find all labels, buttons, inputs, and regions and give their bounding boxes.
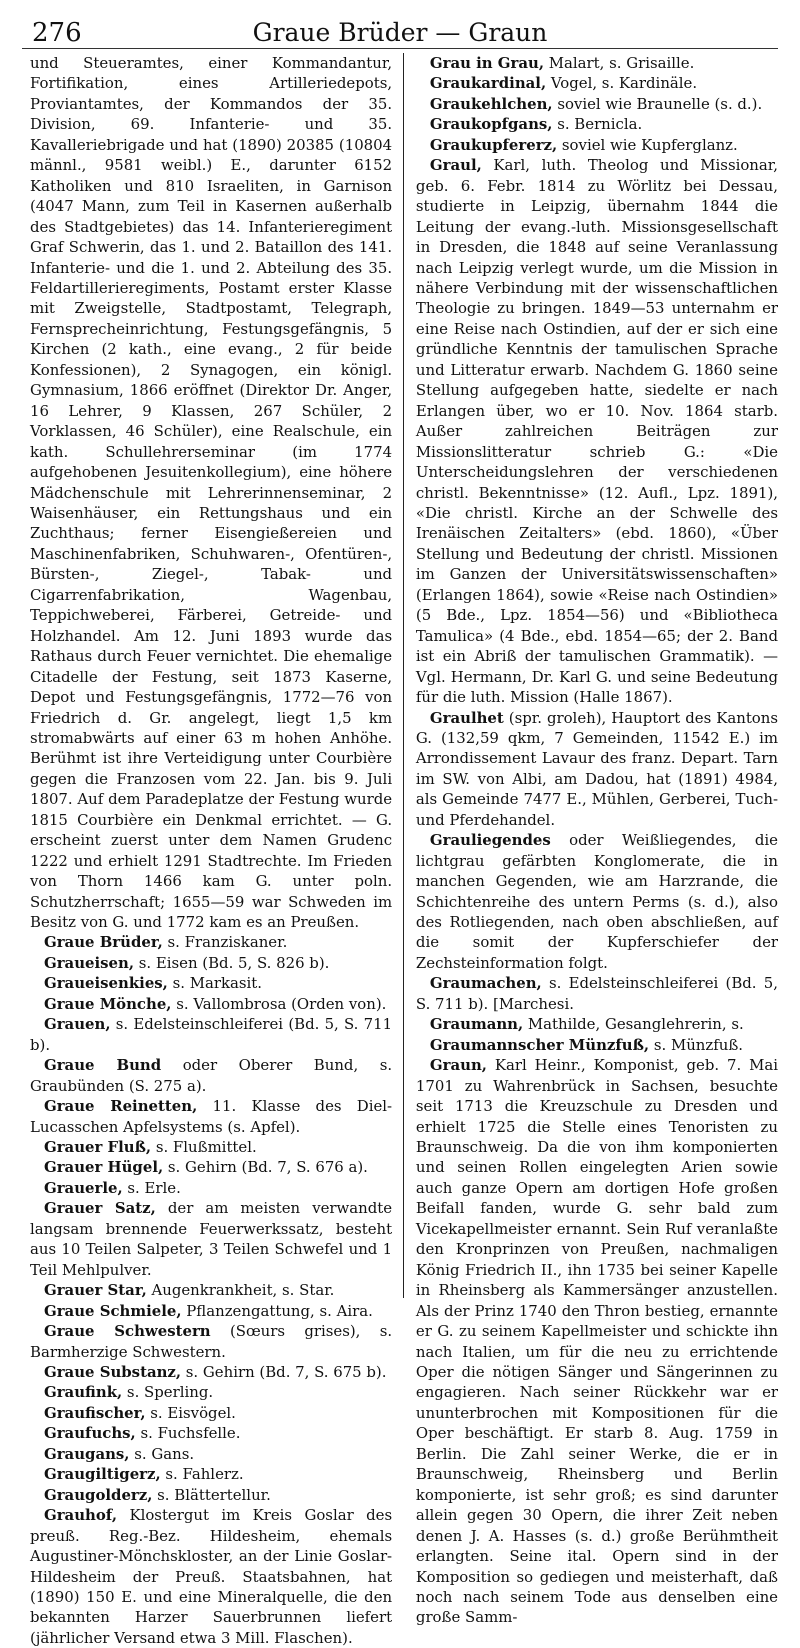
entry-text: oder Weißliegendes, die lichtgrau gefärbten Konglomerate, die in manchen Gegenden, wie am Harzrande, die Schichtenreihe des untern Perms (s. d.), also des Rotliegenden, nach oben abschließen, auf die somit der Kupferschiefer der Zechsteinformation folgt. — [415, 831, 778, 972]
dictionary-entry — [30, 1157, 392, 1177]
entry-text: (spr. groleh), Hauptort des Kantons G. (132,59 qkm, 7 Gemeinden, 11542 E.) im Arrondissement Lavaur des franz. Depart. Tarn im SW. von Albi, am Dadou, hat (1891) 4984, als Gemeinde 7477 E., Mühlen, Gerberei, Tuch- und Pferdehandel. — [415, 708, 778, 829]
entry-text: s. Erle. — [122, 1178, 181, 1197]
entry-headword: Grauliegendes — [429, 831, 551, 850]
entry-headword: Graumachen, — [429, 974, 542, 993]
entry-text: Vogel, s. Kardinäle. — [546, 74, 698, 93]
dictionary-entry — [416, 114, 778, 134]
dictionary-entry — [416, 830, 778, 973]
dictionary-entry — [30, 1055, 392, 1096]
entry-headword: Graukardinal, — [429, 74, 547, 93]
entry-headword: Grauer Hügel, — [44, 1158, 164, 1177]
dictionary-entry — [416, 1055, 778, 1628]
entry-text: s. Fuchsfelle. — [135, 1424, 241, 1443]
dictionary-entry — [30, 1137, 392, 1157]
entry-headword: Graue Schwestern — [44, 1322, 211, 1341]
dictionary-entry — [416, 973, 778, 1014]
entry-headword: Graueisen, — [44, 953, 135, 972]
entry-text: s. Sperling. — [122, 1383, 214, 1402]
entry-headword: Grauer Star, — [44, 1281, 147, 1300]
dictionary-entry — [416, 135, 778, 155]
right-column — [415, 53, 778, 1627]
entry-text: Malart, s. Grisaille. — [544, 54, 695, 72]
entry-headword: Graumann, — [429, 1015, 524, 1034]
dictionary-entry — [30, 1280, 392, 1300]
entry-headword: Graukupfererz, — [429, 135, 558, 154]
entry-headword: Grauer Fluß, — [44, 1138, 152, 1157]
column-divider — [392, 53, 416, 1303]
entry-text: s. Münzfuß. — [649, 1035, 744, 1054]
dictionary-entry — [30, 1403, 392, 1423]
entry-text: soviel wie Braunelle (s. d.). — [552, 94, 763, 113]
entry-headword: Graun, — [429, 1056, 487, 1075]
entry-headword: Graue Schmiele, — [44, 1301, 182, 1320]
entry-text: 11. Klasse des Diel-Lucasschen Apfelsystems (s. Apfel). — [30, 1097, 393, 1136]
dictionary-entry — [30, 953, 392, 973]
entry-headword: Grauhof, — [44, 1506, 118, 1525]
entry-text: s. Vallombrosa (Orden von). — [171, 994, 387, 1013]
dictionary-entry — [30, 1362, 392, 1382]
entry-headword: Graulhet — [429, 708, 504, 727]
entry-text: s. Eisen (Bd. 5, S. 826 b). — [134, 953, 330, 972]
running-title: Graue Brüder — Graun — [252, 18, 548, 47]
entry-headword: Graueisenkies, — [44, 974, 168, 993]
entry-headword: Graufuchs, — [44, 1424, 136, 1443]
entry-headword: Grauerle, — [44, 1178, 123, 1197]
dictionary-entry — [30, 1178, 392, 1198]
entry-headword: Graufischer, — [44, 1403, 146, 1422]
entry-text: s. Fahlerz. — [160, 1465, 244, 1484]
entry-headword: Graul, — [429, 156, 482, 175]
entry-text: Karl Heinr., Komponist, geb. 7. Mai 1701 zu Wahrenbrück in Sachsen, besuchte seit 1713 die Kreuzschule zu Dresden und erhielt 1725 die Stelle eines Tenoristen zu Braunschweig. Da die von ihm komponierten und seinen Rollen eingelegten Arien sowie auch ganze Opern am dortigen Hofe großen Beifall fanden, wurde G. sehr bald zum Vicekapellmeister ernannt. Sein Ruf veranlaßte den Kronprinzen von Preußen, nachmaligen König Friedrich II., ihn 1735 bei seiner Kapelle in Rheinsberg als Kammersänger anzustellen. Als der Prinz 1740 den Thron bestieg, ernannte er G. zu seinem Kapellmeister und schickte ihn nach Italien, um für die neu zu errichtende Oper die nötigen Sänger und Sängerinnen zu engagieren. Nach seiner Rückkehr war er ununterbrochen mit Kompositionen für die Oper beschäftigt. Er starb 8. Aug. 1759 in Berlin. Die Zahl seiner Werke, die er in Braunschweig, Rheinsberg und Berlin komponierte, ist sehr groß; es sind darunter allein gegen 30 Opern, die ihrer Zeit neben denen J. A. Hasses (s. d.) große Berühmtheit erlangten. Seine ital. Opern sind in der Komposition so gediegen und meisterhaft, daß noch nach seinem Tode aus denselben eine große Samm- — [415, 1056, 778, 1627]
dictionary-entry — [30, 1198, 392, 1280]
entry-text: und Steueramtes, einer Kommandantur, Fortifikation, eines Artilleriedepots, Proviantamtes, der Kommandos der 35. Division, 69. Infanterie- und 35. Kavalleriebrigade und hat (1890) 20385 (10804 männl., 9581 weibl.) E., darunter 6152 Katholiken und 810 Israeliten, in Garnison (4047 Mann, zum Teil in Kasernen außerhalb des Stadtgebietes) das 14. Infanterieregiment Graf Schwerin, das 1. und 2. Bataillon des 141. Infanterie- und die 1. und 2. Abteilung des 35. Feldartillerieregiments, Postamt erster Klasse mit Zweigstelle, Stadtpostamt, Telegraph, Fernsprecheinrichtung, Festungsgefängnis, 5 Kirchen (2 kath., eine evang., 2 für beide Konfessionen), 2 Synagogen, ein königl. Gymnasium, 1866 eröffnet (Direktor Dr. Anger, 16 Lehrer, 9 Klassen, 267 Schüler, 2 Vorklassen, 46 Schüler), eine Realschule, ein kath. Schullehrerseminar (im 1774 aufgehobenen Jesuitenkollegium), eine höhere Mädchenschule mit Lehrerinnenseminar, 2 Waisenhäuser, ein Rettungshaus und ein Zuchthaus; ferner Eisengießereien und Maschinenfabriken, Schuhwaren-, Ofentüren-, Bürsten-, Ziegel-, Tabak- und Cigarrenfabrikation, Wagenbau, Teppichweberei, Färberei, Getreide- und Holzhandel. Am 12. Juni 1893 wurde das Rathaus durch Feuer vernichtet. Die ehemalige Citadelle der Festung, seit 1873 Kaserne, Depot und Festungsgefängnis, 1772—76 von Friedrich d. Gr. angelegt, liegt 1,5 km stromabwärts auf einer 63 m hohen Anhöhe. Berühmt ist ihre Verteidigung unter Courbière gegen die Franzosen vom 22. Jan. bis 9. Juli 1807. Auf dem Paradeplatze der Festung wurde 1815 Courbière ein Denkmal errichtet. — G. erscheint zuerst unter dem Namen Grudenc 1222 und erhielt 1291 Stadtrechte. Im Frieden von Thorn 1466 kam G. unter poln. Schutzherrschaft; 1655—59 war Schweden im Besitz von G. und 1772 kam es an Preußen. — [30, 54, 393, 932]
entry-headword: Graufink, — [44, 1383, 123, 1402]
left-column — [30, 53, 393, 1647]
dictionary-entry — [416, 708, 778, 831]
entry-text: s. Flußmittel. — [151, 1138, 257, 1157]
entry-text: s. Markasit. — [167, 974, 262, 993]
entry-headword: Graue Brüder, — [44, 933, 163, 952]
dictionary-entry — [30, 994, 392, 1014]
entry-text: der am meisten verwandte langsam brennende Feuerwerkssatz, besteht aus 10 Teilen Salpeter, 3 Teilen Schwefel und 1 Teil Mehlpulver. — [30, 1199, 393, 1279]
entry-text: s. Eisvögel. — [145, 1403, 236, 1422]
dictionary-entry — [30, 1014, 392, 1055]
entry-headword: Graugiltigerz, — [44, 1465, 161, 1484]
entry-headword: Graue Bund — [44, 1056, 162, 1075]
dictionary-entry — [30, 1301, 392, 1321]
entry-text: (Sœurs grises), s. Barmherzige Schwestern. — [30, 1322, 393, 1361]
entry-text: s. Blättertellur. — [152, 1485, 271, 1504]
entry-text: s. Bernicla. — [552, 115, 643, 134]
entry-headword: Graumannscher Münzfuß, — [429, 1035, 650, 1054]
entry-text: soviel wie Kupferglanz. — [557, 135, 738, 154]
dictionary-entry — [30, 1444, 392, 1464]
dictionary-entry — [416, 1014, 778, 1034]
entry-text: Karl, luth. Theolog und Missionar, geb. 6. Febr. 1814 zu Wörlitz bei Dessau, studierte in Leipzig, übernahm 1844 die Leitung der evang.-luth. Missionsgesellschaft in Dresden, die 1848 auf seine Veranlassung nach Leipzig verlegt wurde, um die Mission in nähere Verbindung mit der wissenschaftlichen Theologie zu bringen. 1849—53 unternahm er eine Reise nach Ostindien, auf der er sich eine gründliche Kenntnis der tamulischen Sprache und Litteratur erwarb. Nachdem G. 1860 seine Stellung aufgegeben hatte, siedelte er nach Erlangen über, wo er 10. Nov. 1864 starb. Außer zahlreichen Beiträgen zur Missionslitteratur schrieb G.: «Die Unterscheidungslehren der verschiedenen christl. Bekenntnisse» (12. Aufl., Lpz. 1891), «Die christl. Kirche an der Schwelle des Irenäischen Zeitalters» (ebd. 1860), «Über Stellung und Bedeutung der christl. Missionen im Ganzen der Universitätswissenschaften» (Erlangen 1864), sowie «Reise nach Ostindien» (5 Bde., Lpz. 1854—56) und «Bibliotheca Tamulica» (4 Bde., ebd. 1854—65; der 2. Band ist ein Abriß der tamulischen Grammatik). — Vgl. Hermann, Dr. Karl G. und seine Bedeutung für die luth. Mission (Halle 1867). — [415, 156, 778, 707]
entry-text: s. Gehirn (Bd. 7, S. 675 b). — [181, 1363, 387, 1381]
dictionary-entry — [30, 1423, 392, 1443]
entry-headword: Graugolderz, — [44, 1485, 153, 1504]
entry-headword: Grauer Satz, — [44, 1199, 156, 1218]
entry-headword: Grauen, — [44, 1015, 111, 1034]
entry-headword: Graukehlchen, — [429, 94, 553, 113]
dictionary-entry — [416, 53, 778, 73]
dictionary-entry — [30, 932, 392, 952]
text-columns — [22, 53, 778, 1647]
entry-text: s. Gehirn (Bd. 7, S. 676 a). — [163, 1158, 368, 1177]
dictionary-entry — [30, 1382, 392, 1402]
dictionary-entry — [30, 1485, 392, 1505]
dictionary-entry — [30, 1464, 392, 1484]
entry-text: Augenkrankheit, s. Star. — [146, 1281, 335, 1300]
entry-text: oder Oberer Bund, s. Graubünden (S. 275 a). — [30, 1056, 393, 1095]
entry-headword: Graue Reinetten, — [44, 1097, 198, 1116]
entry-text: Mathilde, Gesanglehrerin, s. — [523, 1015, 744, 1034]
dictionary-entry — [30, 1321, 392, 1362]
dictionary-entry — [416, 73, 778, 93]
entry-text: s. Edelsteinschleiferei (Bd. 5, S. 711 b). — [30, 1015, 393, 1054]
entry-text: Klostergut im Kreis Goslar des preuß. Reg.-Bez. Hildesheim, ehemals Augustiner-Mönchskloster, an der Linie Goslar-Hildesheim der Preuß. Staatsbahnen, hat (1890) 150 E. und eine Mineralquelle, die den bekannten Harzer Sauerbrunnen liefert (jährlicher Versand etwa 3 Mill. Flaschen). — [30, 1506, 393, 1647]
page-number: 276 — [32, 18, 82, 48]
page-header — [22, 14, 778, 49]
entry-text: s. Gans. — [129, 1444, 195, 1463]
entry-headword: Graue Substanz, — [44, 1363, 182, 1381]
entry-headword: Graue Mönche, — [44, 994, 172, 1013]
dictionary-entry — [30, 1505, 392, 1648]
dictionary-entry — [30, 1096, 392, 1137]
dictionary-entry — [30, 973, 392, 993]
entry-headword: Graugans, — [44, 1444, 130, 1463]
entry-text: s. Franziskaner. — [162, 933, 288, 952]
entry-text: s. Edelsteinschleiferei (Bd. 5, S. 711 b). [Marchesi. — [415, 974, 778, 1013]
dictionary-entry — [30, 53, 392, 932]
entry-headword: Graukopfgans, — [429, 115, 553, 134]
entry-headword: Grau in Grau, — [429, 54, 545, 72]
entry-text: Pflanzengattung, s. Aira. — [181, 1301, 373, 1320]
dictionary-entry — [416, 94, 778, 114]
dictionary-entry — [416, 1035, 778, 1055]
dictionary-entry — [416, 155, 778, 707]
